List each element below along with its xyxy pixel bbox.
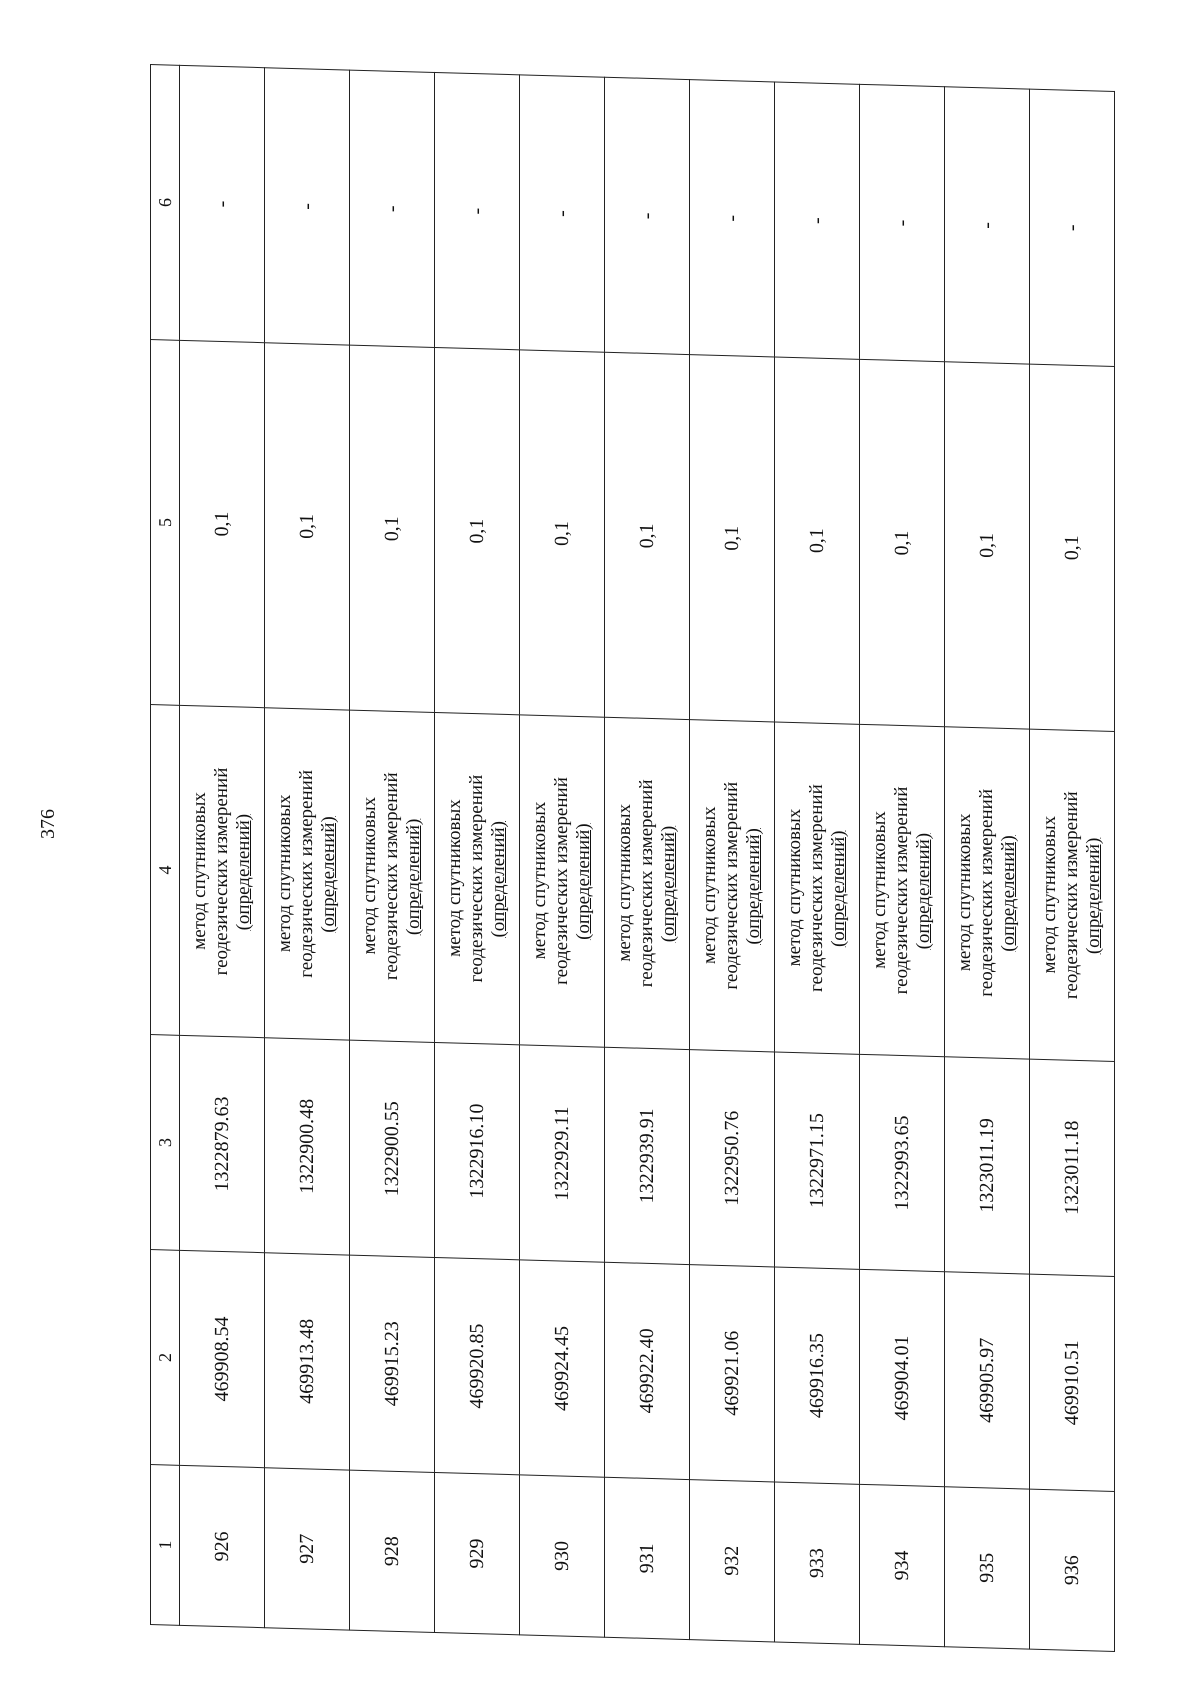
x-coordinate-cell: 469910.51 xyxy=(1030,1274,1115,1491)
note-cell: - xyxy=(265,68,350,345)
note-cell: - xyxy=(690,80,775,357)
coordinates-table-container xyxy=(150,65,1115,1652)
point-number-cell: 935 xyxy=(945,1487,1030,1649)
coordinates-table xyxy=(150,64,1115,1652)
method-line: (определений) xyxy=(1083,837,1104,955)
x-coordinate-cell: 469908.54 xyxy=(180,1250,265,1467)
method-cell xyxy=(945,727,1030,1059)
method-line: геодезических измерений xyxy=(891,786,912,995)
method-line: метод спутниковых xyxy=(954,813,975,972)
method-cell xyxy=(520,715,605,1047)
method-line: метод спутниковых xyxy=(699,806,720,965)
method-line: (определений) xyxy=(743,827,764,945)
method-line: метод спутниковых xyxy=(529,801,550,960)
method-line: (определений) xyxy=(233,813,254,931)
table-row xyxy=(775,82,860,1644)
point-number-cell: 930 xyxy=(520,1475,605,1637)
method-cell xyxy=(265,708,350,1040)
note-cell: - xyxy=(1030,89,1115,366)
y-coordinate-cell: 1322993.65 xyxy=(860,1054,945,1271)
method-line: геодезических измерений xyxy=(1061,791,1082,1000)
y-coordinate-cell: 1323011.18 xyxy=(1030,1059,1115,1276)
method-line: геодезических измерений xyxy=(636,779,657,988)
accuracy-cell: 0,1 xyxy=(520,350,605,717)
method-line: (определений) xyxy=(998,834,1019,953)
x-coordinate-cell: 469920.85 xyxy=(435,1257,520,1474)
table-row xyxy=(1030,89,1115,1651)
method-line: метод спутниковых xyxy=(189,791,210,950)
x-coordinate-cell: 469921.06 xyxy=(690,1265,775,1482)
method-line: геодезических измерений xyxy=(296,769,317,979)
method-line: геодезических измерений xyxy=(466,774,487,983)
point-number-cell: 933 xyxy=(775,1482,860,1644)
y-coordinate-cell: 1322971.15 xyxy=(775,1052,860,1269)
method-line: метод спутниковых xyxy=(1039,815,1060,974)
accuracy-cell: 0,1 xyxy=(350,345,435,712)
y-coordinate-cell: 1322950.76 xyxy=(690,1050,775,1267)
point-number-cell: 929 xyxy=(435,1472,520,1634)
accuracy-cell: 0,1 xyxy=(775,357,860,724)
table-row xyxy=(860,84,945,1646)
method-cell xyxy=(775,722,860,1054)
x-coordinate-cell: 469924.45 xyxy=(520,1260,605,1477)
table-row xyxy=(435,72,520,1634)
table-row xyxy=(605,77,690,1639)
method-cell xyxy=(690,720,775,1052)
accuracy-cell: 0,1 xyxy=(605,352,690,719)
x-coordinate-cell: 469915.23 xyxy=(350,1255,435,1472)
header-col-3: 3 xyxy=(151,1035,180,1251)
method-line: (определений) xyxy=(828,830,849,948)
method-line: метод спутниковых xyxy=(444,798,465,958)
method-line: геодезических измерений xyxy=(976,788,997,998)
y-coordinate-cell: 1322900.55 xyxy=(350,1040,435,1257)
note-cell: - xyxy=(180,65,265,342)
table-body xyxy=(180,65,1115,1651)
y-coordinate-cell: 1322900.48 xyxy=(265,1038,350,1255)
y-coordinate-cell: 1322929.11 xyxy=(520,1045,605,1262)
accuracy-cell: 0,1 xyxy=(265,343,350,710)
header-col-4: 4 xyxy=(151,705,180,1036)
method-line: геодезических измерений xyxy=(211,767,232,976)
table-row xyxy=(350,70,435,1632)
y-coordinate-cell: 1322916.10 xyxy=(435,1042,520,1259)
header-col-6: 6 xyxy=(151,65,180,341)
header-col-2: 2 xyxy=(151,1250,180,1466)
method-line: метод спутниковых xyxy=(784,808,805,967)
accuracy-cell: 0,1 xyxy=(435,347,520,714)
method-line: (определений) xyxy=(573,823,594,941)
point-number-cell: 931 xyxy=(605,1477,690,1639)
method-line: метод спутниковых xyxy=(869,810,890,969)
point-number-cell: 934 xyxy=(860,1484,945,1646)
note-cell: - xyxy=(860,84,945,361)
point-number-cell: 927 xyxy=(265,1468,350,1630)
method-line: (определений) xyxy=(658,825,679,943)
method-cell xyxy=(1030,729,1115,1061)
y-coordinate-cell: 1323011.19 xyxy=(945,1057,1030,1274)
x-coordinate-cell: 469904.01 xyxy=(860,1269,945,1486)
method-line: геодезических измерений xyxy=(381,772,402,981)
method-cell xyxy=(605,717,690,1049)
table-row xyxy=(945,87,1030,1649)
method-line: метод спутниковых xyxy=(274,794,295,953)
method-line: метод спутниковых xyxy=(614,803,635,962)
note-cell: - xyxy=(520,75,605,352)
method-cell xyxy=(860,724,945,1056)
method-line: геодезических измерений xyxy=(721,781,742,990)
accuracy-cell: 0,1 xyxy=(180,340,265,707)
point-number-cell: 926 xyxy=(180,1465,265,1627)
header-row xyxy=(151,65,180,1626)
method-cell xyxy=(180,705,265,1037)
header-col-1: 1 xyxy=(151,1465,180,1626)
table-row xyxy=(265,68,350,1630)
table-row xyxy=(690,80,775,1642)
method-line: геодезических измерений xyxy=(806,783,827,993)
accuracy-cell: 0,1 xyxy=(945,362,1030,729)
point-number-cell: 928 xyxy=(350,1470,435,1632)
method-cell xyxy=(350,710,435,1042)
method-line: (определений) xyxy=(913,832,934,950)
method-line: (определений) xyxy=(488,820,509,938)
method-line: геодезических измерений xyxy=(551,776,572,986)
y-coordinate-cell: 1322879.63 xyxy=(180,1035,265,1252)
x-coordinate-cell: 469916.35 xyxy=(775,1267,860,1484)
accuracy-cell: 0,1 xyxy=(860,359,945,726)
page-number: 376 xyxy=(37,809,59,839)
note-cell: - xyxy=(775,82,860,359)
accuracy-cell: 0,1 xyxy=(1030,364,1115,731)
accuracy-cell: 0,1 xyxy=(690,355,775,722)
point-number-cell: 932 xyxy=(690,1480,775,1642)
x-coordinate-cell: 469922.40 xyxy=(605,1262,690,1479)
table-header xyxy=(151,65,180,1626)
x-coordinate-cell: 469913.48 xyxy=(265,1253,350,1470)
note-cell: - xyxy=(350,70,435,347)
header-col-5: 5 xyxy=(151,340,180,706)
point-number-cell: 936 xyxy=(1030,1489,1115,1651)
method-line: (определений) xyxy=(403,818,424,936)
note-cell: - xyxy=(605,77,690,354)
note-cell: - xyxy=(945,87,1030,364)
table-row xyxy=(520,75,605,1637)
note-cell: - xyxy=(435,72,520,349)
method-cell xyxy=(435,712,520,1044)
y-coordinate-cell: 1322939.91 xyxy=(605,1047,690,1264)
method-line: метод спутниковых xyxy=(359,796,380,955)
x-coordinate-cell: 469905.97 xyxy=(945,1272,1030,1489)
table-row xyxy=(180,65,265,1627)
method-line: (определений) xyxy=(318,815,339,934)
